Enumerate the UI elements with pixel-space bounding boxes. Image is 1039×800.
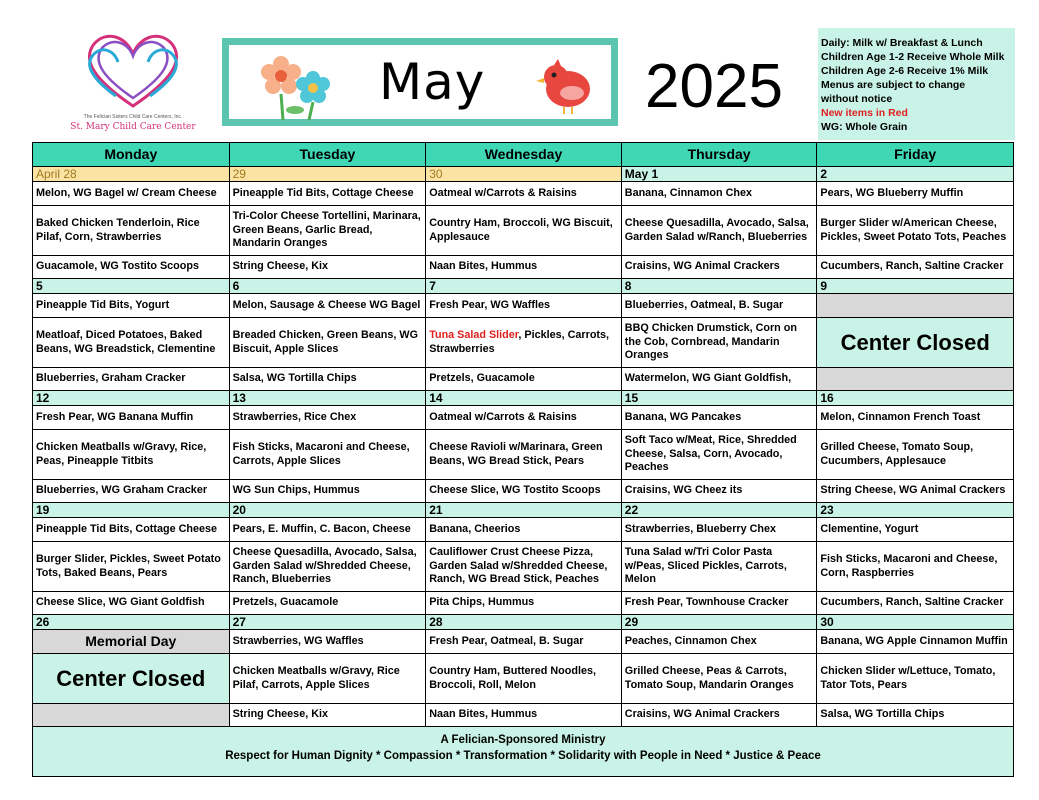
lunch-cell: Breaded Chicken, Green Beans, WG Biscuit, Apple Slices	[229, 318, 426, 368]
lunch-cell: Chicken Slider w/Lettuce, Tomato, Tator Tots, Pears	[817, 654, 1014, 704]
date-cell: 29	[229, 167, 426, 182]
date-cell: 30	[817, 615, 1014, 630]
note-line: without notice	[821, 93, 893, 105]
breakfast-cell: Peaches, Cinnamon Chex	[621, 630, 817, 654]
breakfast-cell: Melon, WG Bagel w/ Cream Cheese	[33, 182, 230, 206]
breakfast-cell: Pineapple Tid Bits, Cottage Cheese	[33, 518, 230, 542]
date-cell: 26	[33, 615, 230, 630]
memorial-day-cell: Memorial Day	[33, 630, 230, 654]
date-cell: 21	[426, 503, 622, 518]
day-header-tuesday: Tuesday	[229, 143, 426, 167]
breakfast-cell: Fresh Pear, WG Banana Muffin	[33, 406, 230, 430]
date-row	[33, 279, 1014, 294]
lunch-cell: Tuna Salad Slider, Pickles, Carrots, Strawberries	[426, 318, 622, 368]
date-row	[33, 391, 1014, 406]
date-cell: 9	[817, 279, 1014, 294]
snack-cell: Naan Bites, Hummus	[426, 704, 622, 727]
date-cell: 22	[621, 503, 817, 518]
lunch-cell: Burger Slider, Pickles, Sweet Potato Tots, Baked Beans, Pears	[33, 542, 230, 592]
lunch-row	[33, 430, 1014, 480]
weekday-header-row	[33, 143, 1014, 167]
date-cell: 2	[817, 167, 1014, 182]
date-cell: May 1	[621, 167, 817, 182]
snack-cell: Pretzels, Guacamole	[229, 592, 426, 615]
lunch-cell: Burger Slider w/American Cheese, Pickles, Sweet Potato Tots, Peaches	[817, 206, 1014, 256]
day-header-monday: Monday	[33, 143, 230, 167]
footer-values: Respect for Human Dignity * Compassion * Transformation * Solidarity with People in Need * Justice & Peace	[225, 750, 821, 762]
menu-notes	[818, 28, 1015, 140]
note-line: Children Age 2-6 Receive 1% Milk	[821, 65, 989, 77]
snack-row	[33, 256, 1014, 279]
bird-icon	[534, 59, 596, 115]
snack-row	[33, 592, 1014, 615]
lunch-cell: Meatloaf, Diced Potatoes, Baked Beans, WG Breadstick, Clementine	[33, 318, 230, 368]
breakfast-cell: Strawberries, Rice Chex	[229, 406, 426, 430]
lunch-row	[33, 542, 1014, 592]
lunch-cell: Chicken Meatballs w/Gravy, Rice, Peas, Pineapple Titbits	[33, 430, 230, 480]
snack-cell: WG Sun Chips, Hummus	[229, 480, 426, 503]
date-cell: 5	[33, 279, 230, 294]
lunch-cell: BBQ Chicken Drumstick, Corn on the Cob, Cornbread, Mandarin Oranges	[621, 318, 817, 368]
flowers-icon	[259, 50, 339, 122]
breakfast-cell: Banana, WG Pancakes	[621, 406, 817, 430]
lunch-cell: Tuna Salad w/Tri Color Pasta w/Peas, Sliced Pickles, Carrots, Melon	[621, 542, 817, 592]
snack-cell: Cheese Slice, WG Giant Goldfish	[33, 592, 230, 615]
date-cell: 20	[229, 503, 426, 518]
day-header-friday: Friday	[817, 143, 1014, 167]
lunch-cell: Grilled Cheese, Peas & Carrots, Tomato Soup, Mandarin Oranges	[621, 654, 817, 704]
lunch-row	[33, 206, 1014, 256]
date-cell: 14	[426, 391, 622, 406]
breakfast-row	[33, 630, 1014, 654]
snack-cell: Cucumbers, Ranch, Saltine Cracker	[817, 256, 1014, 279]
breakfast-cell: Pineapple Tid Bits, Cottage Cheese	[229, 182, 426, 206]
breakfast-cell: Clementine, Yogurt	[817, 518, 1014, 542]
lunch-cell: Country Ham, Broccoli, WG Biscuit, Applesauce	[426, 206, 622, 256]
date-cell: 30	[426, 167, 622, 182]
lunch-cell: Country Ham, Buttered Noodles, Broccoli, Roll, Melon	[426, 654, 622, 704]
lunch-cell: Chicken Meatballs w/Gravy, Rice Pilaf, Carrots, Apple Slices	[229, 654, 426, 704]
lunch-cell-rest: Pickles, Carrots, Strawberries	[429, 329, 610, 355]
hearts-logo-icon	[76, 26, 190, 112]
snack-cell: Craisins, WG Cheez its	[621, 480, 817, 503]
note-line: Children Age 1-2 Receive Whole Milk	[821, 51, 1005, 63]
lunch-cell: Cheese Quesadilla, Avocado, Salsa, Garden Salad w/Shredded Cheese, Ranch, Blueberries	[229, 542, 426, 592]
breakfast-cell: Blueberries, Oatmeal, B. Sugar	[621, 294, 817, 318]
closed-gray-cell	[817, 368, 1014, 391]
snack-cell: Guacamole, WG Tostito Scoops	[33, 256, 230, 279]
lunch-cell: Cauliflower Crust Cheese Pizza, Garden Salad w/Shredded Cheese, Ranch, WG Bread Stick, Peaches	[426, 542, 622, 592]
note-line: Menus are subject to change	[821, 79, 966, 91]
breakfast-cell: Pears, WG Blueberry Muffin	[817, 182, 1014, 206]
snack-cell: Craisins, WG Animal Crackers	[621, 704, 817, 727]
center-logo	[68, 26, 198, 136]
snack-row	[33, 704, 1014, 727]
breakfast-cell: Pears, E. Muffin, C. Bacon, Cheese	[229, 518, 426, 542]
lunch-cell: Cheese Ravioli w/Marinara, Green Beans, WG Bread Stick, Pears	[426, 430, 622, 480]
new-menu-item: Tuna Salad Slider	[429, 329, 519, 341]
breakfast-cell: Fresh Pear, WG Waffles	[426, 294, 622, 318]
date-cell: 15	[621, 391, 817, 406]
lunch-cell: Cheese Quesadilla, Avocado, Salsa, Garden Salad w/Ranch, Blueberries	[621, 206, 817, 256]
breakfast-cell: Oatmeal w/Carrots & Raisins	[426, 182, 622, 206]
date-cell: 13	[229, 391, 426, 406]
date-row	[33, 167, 1014, 182]
snack-cell: Blueberries, Graham Cracker	[33, 368, 230, 391]
new-items-note: New items in Red	[821, 107, 908, 119]
date-cell: 28	[426, 615, 622, 630]
date-cell: 8	[621, 279, 817, 294]
snack-cell: Naan Bites, Hummus	[426, 256, 622, 279]
note-line: Daily: Milk w/ Breakfast & Lunch	[821, 37, 983, 49]
lunch-row	[33, 654, 1014, 704]
closed-gray-cell	[33, 704, 230, 727]
lunch-cell: Grilled Cheese, Tomato Soup, Cucumbers, Applesauce	[817, 430, 1014, 480]
date-cell: 19	[33, 503, 230, 518]
date-cell: 7	[426, 279, 622, 294]
breakfast-cell: Banana, WG Apple Cinnamon Muffin	[817, 630, 1014, 654]
snack-cell: Craisins, WG Animal Crackers	[621, 256, 817, 279]
breakfast-cell: Melon, Sausage & Cheese WG Bagel	[229, 294, 426, 318]
snack-cell: Salsa, WG Tortilla Chips	[229, 368, 426, 391]
date-cell: 6	[229, 279, 426, 294]
breakfast-cell: Fresh Pear, Oatmeal, B. Sugar	[426, 630, 622, 654]
snack-row	[33, 368, 1014, 391]
snack-cell: String Cheese, Kix	[229, 704, 426, 727]
breakfast-row	[33, 294, 1014, 318]
org-name: St. Mary Child Care Center	[70, 122, 196, 132]
ministry-footer	[32, 727, 1014, 777]
lunch-cell: Baked Chicken Tenderloin, Rice Pilaf, Corn, Strawberries	[33, 206, 230, 256]
footer-title: A Felician-Sponsored Ministry	[440, 734, 606, 746]
year-title: 2025	[645, 52, 783, 121]
snack-cell: Pita Chips, Hummus	[426, 592, 622, 615]
snack-cell: String Cheese, WG Animal Crackers	[817, 480, 1014, 503]
note-line: WG: Whole Grain	[821, 121, 908, 133]
date-cell: April 28	[33, 167, 230, 182]
date-cell: 29	[621, 615, 817, 630]
center-closed-cell: Center Closed	[33, 654, 230, 704]
breakfast-cell: Strawberries, Blueberry Chex	[621, 518, 817, 542]
breakfast-row	[33, 406, 1014, 430]
lunch-cell: Tri-Color Cheese Tortellini, Marinara, Green Beans, Garlic Bread, Mandarin Oranges	[229, 206, 426, 256]
lunch-cell: Fish Sticks, Macaroni and Cheese, Carrots, Apple Slices	[229, 430, 426, 480]
day-header-wednesday: Wednesday	[426, 143, 622, 167]
snack-row	[33, 480, 1014, 503]
snack-cell: Salsa, WG Tortilla Chips	[817, 704, 1014, 727]
breakfast-cell: Pineapple Tid Bits, Yogurt	[33, 294, 230, 318]
date-row	[33, 503, 1014, 518]
closed-gray-cell	[817, 294, 1014, 318]
snack-cell: Blueberries, WG Graham Cracker	[33, 480, 230, 503]
snack-cell: Fresh Pear, Townhouse Cracker	[621, 592, 817, 615]
org-small-text: The Felician Sisters Child Care Centers, Inc.	[83, 114, 183, 120]
date-cell: 16	[817, 391, 1014, 406]
date-cell: 12	[33, 391, 230, 406]
breakfast-cell: Banana, Cheerios	[426, 518, 622, 542]
date-cell: 27	[229, 615, 426, 630]
center-closed-cell: Center Closed	[817, 318, 1014, 368]
date-cell: 23	[817, 503, 1014, 518]
month-banner	[222, 38, 618, 126]
snack-cell: Watermelon, WG Giant Goldfish,	[621, 368, 817, 391]
month-title: May	[379, 53, 486, 111]
snack-cell: Cucumbers, Ranch, Saltine Cracker	[817, 592, 1014, 615]
date-row	[33, 615, 1014, 630]
lunch-row	[33, 318, 1014, 368]
menu-calendar	[32, 142, 1014, 727]
breakfast-row	[33, 518, 1014, 542]
snack-cell: String Cheese, Kix	[229, 256, 426, 279]
breakfast-cell: Oatmeal w/Carrots & Raisins	[426, 406, 622, 430]
breakfast-cell: Melon, Cinnamon French Toast	[817, 406, 1014, 430]
breakfast-cell: Banana, Cinnamon Chex	[621, 182, 817, 206]
snack-cell: Cheese Slice, WG Tostito Scoops	[426, 480, 622, 503]
lunch-cell: Soft Taco w/Meat, Rice, Shredded Cheese, Salsa, Corn, Avocado, Peaches	[621, 430, 817, 480]
breakfast-cell: Strawberries, WG Waffles	[229, 630, 426, 654]
lunch-cell: Fish Sticks, Macaroni and Cheese, Corn, Raspberries	[817, 542, 1014, 592]
breakfast-row	[33, 182, 1014, 206]
day-header-thursday: Thursday	[621, 143, 817, 167]
snack-cell: Pretzels, Guacamole	[426, 368, 622, 391]
